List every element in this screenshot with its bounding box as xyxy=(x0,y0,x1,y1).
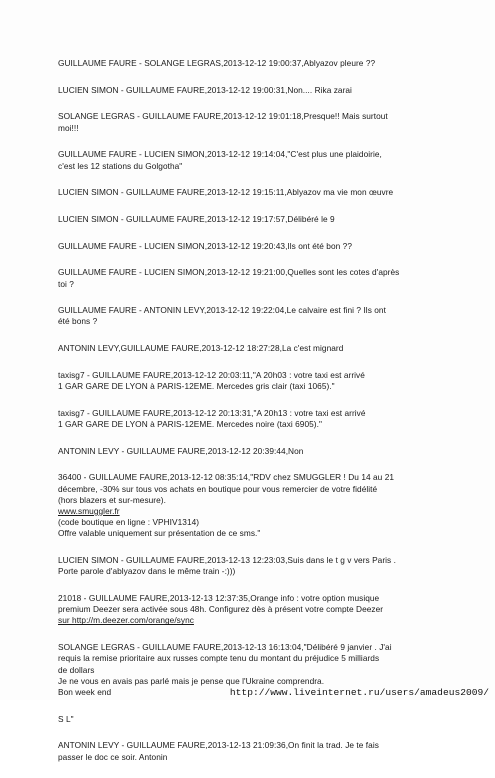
message-entry xyxy=(58,187,463,198)
message-entry xyxy=(58,714,463,725)
message-line: LUCIEN SIMON - GUILLAUME FAURE,2013-12-12 19:00:31,Non.... Rika zarai xyxy=(58,84,352,95)
message-line: Je ne vous en avais pas parlé mais je pense que l'Ukraine comprendra. xyxy=(58,675,325,686)
message-line: ANTONIN LEVY - GUILLAUME FAURE,2013-12-13 21:09:36,On finit la trad. Je te fais xyxy=(58,740,379,751)
message-entry xyxy=(58,214,463,225)
message-entry xyxy=(58,111,463,133)
message-entry xyxy=(58,593,463,627)
message-line: 36400 - GUILLAUME FAURE,2013-12-12 08:35:14,"RDV chez SMUGGLER ! Du 14 au 21 xyxy=(58,472,395,483)
message-line: LUCIEN SIMON - GUILLAUME FAURE,2013-12-12 19:17:57,Délibéré le 9 xyxy=(58,213,335,224)
message-entry xyxy=(58,149,463,171)
message-entry xyxy=(58,408,463,430)
message-line: taxisg7 - GUILLAUME FAURE,2013-12-12 20:13:31,"A 20h13 : votre taxi est arrivé xyxy=(58,407,366,418)
message-line: 1 GAR GARE DE LYON à PARIS-12EME. Mercedes noire (taxi 6905)." xyxy=(58,418,322,429)
sms-log xyxy=(58,58,463,778)
message-line: ANTONIN LEVY,GUILLAUME FAURE,2013-12-12 18:27:28,La c'est mignard xyxy=(58,343,344,354)
message-line: passer le doc ce soir. Antonin xyxy=(58,751,168,762)
message-entry xyxy=(58,241,463,252)
message-line: taxisg7 - GUILLAUME FAURE,2013-12-12 20:03:11,"A 20h03 : votre taxi est arrivé xyxy=(58,369,365,380)
message-entry xyxy=(58,472,463,539)
message-line: GUILLAUME FAURE - LUCIEN SIMON,2013-12-12 19:20:43,Ils ont été bon ?? xyxy=(58,240,352,251)
message-line: GUILLAUME FAURE - LUCIEN SIMON,2013-12-12 19:14:04,"C'est plus une plaidoirie, xyxy=(58,149,382,160)
message-line: GUILLAUME FAURE - SOLANGE LEGRAS,2013-12-12 19:00:37,Ablyazov pleure ?? xyxy=(58,58,376,68)
message-line: Offre valable uniquement sur présentation de ce sms." xyxy=(58,528,261,539)
message-line: été bons ? xyxy=(58,316,98,327)
message-line: 1 GAR GARE DE LYON à PARIS-12EME. Mercedes gris clair (taxi 1065)." xyxy=(58,381,335,392)
message-line: 21018 - GUILLAUME FAURE,2013-12-13 12:37:35,Orange info : votre option musique xyxy=(58,592,380,603)
message-entry xyxy=(58,343,463,354)
message-line: GUILLAUME FAURE - LUCIEN SIMON,2013-12-12 19:21:00,Quelles sont les cotes d'après xyxy=(58,267,400,278)
message-line: LUCIEN SIMON - GUILLAUME FAURE,2013-12-13 12:23:03,Suis dans le t g v vers Paris . xyxy=(58,555,396,566)
message-line: moi!!! xyxy=(58,122,79,133)
message-entry xyxy=(58,58,463,69)
message-line: ANTONIN LEVY - GUILLAUME FAURE,2013-12-12 20:39:44,Non xyxy=(58,445,304,456)
message-line: SOLANGE LEGRAS - GUILLAUME FAURE,2013-12-12 19:01:18,Presque!! Mais surtout xyxy=(58,111,388,122)
message-link: www.smuggler.fr xyxy=(58,505,120,516)
message-line: (code boutique en ligne : VPHIV1314) xyxy=(58,517,200,528)
message-line: Bon week end xyxy=(58,686,112,697)
message-line: (hors blazers et sur-mesure). xyxy=(58,494,166,505)
message-line: LUCIEN SIMON - GUILLAUME FAURE,2013-12-12 19:15:11,Ablyazov ma vie mon œuvre xyxy=(58,187,394,198)
message-line: SOLANGE LEGRAS - GUILLAUME FAURE,2013-12-13 16:13:04,"Délibéré 9 janvier . J'ai xyxy=(58,642,392,653)
message-line: de dollars xyxy=(58,664,95,675)
message-entry xyxy=(58,446,463,457)
message-entry xyxy=(58,555,463,577)
message-entry xyxy=(58,267,463,289)
watermark-url: http://www.liveinternet.ru/users/amadeus2009/ xyxy=(229,687,489,698)
message-line: S L" xyxy=(58,713,74,724)
message-entry xyxy=(58,85,463,96)
message-line: requis la remise prioritaire aux russes compte tenu du montant du préjudice 5 milliards xyxy=(58,653,380,664)
message-entry xyxy=(58,370,463,392)
message-entry xyxy=(58,305,463,327)
message-line: c'est les 12 stations du Golgotha" xyxy=(58,160,183,171)
message-line: décembre, -30% sur tous vos achats en boutique pour vous remercier de votre fidélité xyxy=(58,483,378,494)
message-link: sur http://m.deezer.com/orange/sync xyxy=(58,615,194,626)
message-line: toi ? xyxy=(58,278,74,289)
message-line: premium Deezer sera activée sous 48h. Configurez dès à présent votre compte Deezer xyxy=(58,604,384,615)
message-entry xyxy=(58,740,463,762)
message-line: GUILLAUME FAURE - ANTONIN LEVY,2013-12-12 19:22:04,Le calvaire est fini ? Ils ont xyxy=(58,305,386,316)
message-line: Porte parole d'ablyazov dans le même train -:))) xyxy=(58,566,236,577)
